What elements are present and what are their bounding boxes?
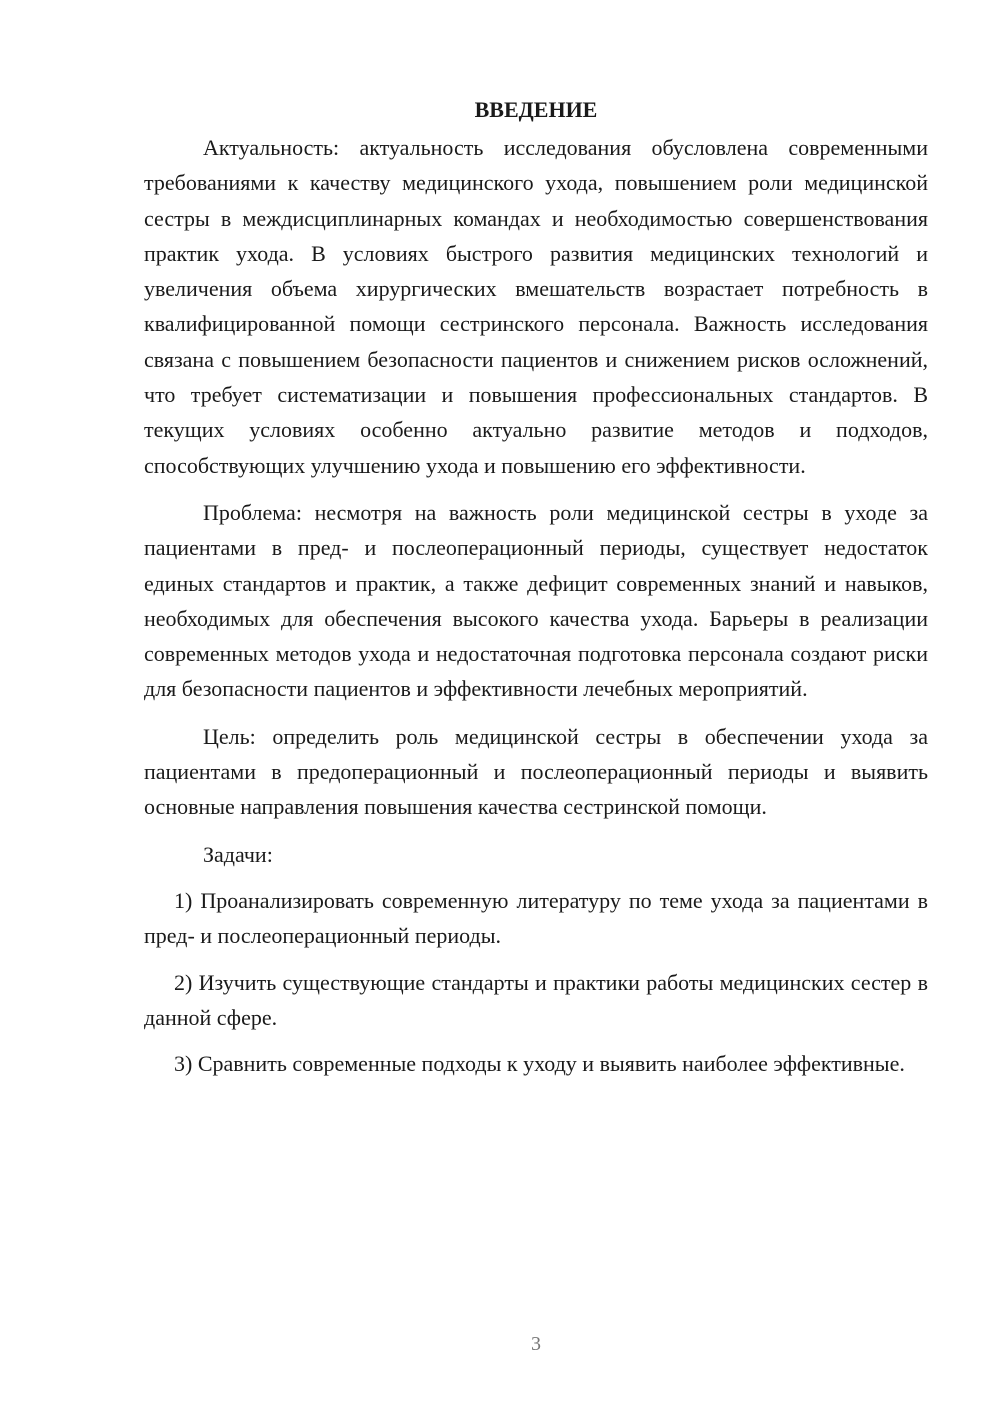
paragraph-problem: Проблема: несмотря на важность роли медицинской сестры в уходе за пациентами в пред- и послеоперационный периоды, существует недостаток единых стандартов и практик, а также дефицит современных знаний и навыков, необходимых для обеспечения высокого качества ухода. Барьеры в реализации современных методов ухода и недостаточная подготовка персонала создают риски для безопасности пациентов и эффективности лечебных мероприятий. <box>144 499 928 702</box>
paragraph-relevance: Актуальность: актуальность исследования обусловлена современными требованиями к качеству медицинского ухода, повышением роли медицинской сестры в междисциплинарных командах и необходимостью совершенствования практик ухода. В условиях быстрого развития медицинских технологий и увеличения объема хирургических вмешательств возрастает потребность в квалифицированной помощи сестринского персонала. Важность исследования связана с повышением безопасности пациентов и снижением рисков осложнений, что требует систематизации и повышения профессиональных стандартов. В текущих условиях особенно актуально развитие методов и подходов, способствующих улучшению ухода и повышению его эффективности. <box>144 135 928 478</box>
task-item-2: 2) Изучить существующие стандарты и практики работы медицинских сестер в данной сфере. <box>144 969 928 1030</box>
tasks-heading: Задачи: <box>203 841 273 867</box>
task-item-1: 1) Проанализировать современную литературу по теме ухода за пациентами в пред- и послеоперационный периоды. <box>144 887 928 949</box>
section-title: ВВЕДЕНИЕ <box>474 97 598 122</box>
page-number: 3 <box>531 1333 541 1355</box>
task-item-3: 3) Сравнить современные подходы к уходу и выявить наиболее эффективные. <box>174 1051 905 1077</box>
document-page <box>144 92 928 1092</box>
paragraph-goal: Цель: определить роль медицинской сестры в обеспечении ухода за пациентами в предоперационный и послеоперационный периоды и выявить основные направления повышения качества сестринской помощи. <box>144 723 928 820</box>
